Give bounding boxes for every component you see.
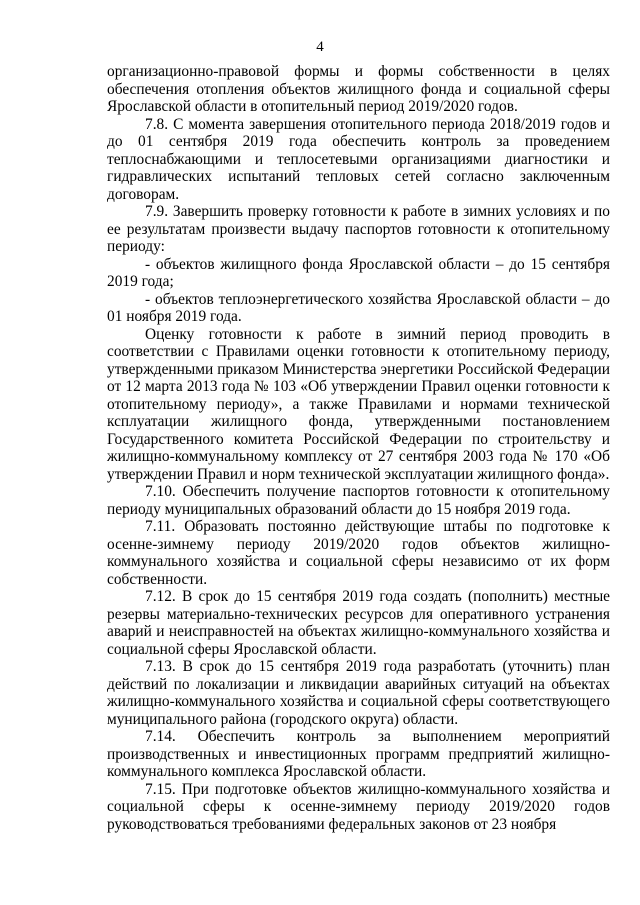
paragraph-7-8: 7.8. С момента завершения отопительного периода 2018/2019 годов и до 01 сентября 2019 года обеспечить контроль за проведением теплоснабжающими и теплосетевыми организациями диагностики и гидравлических испытаний тепловых сетей согласно заключенным договорам. [107, 115, 610, 203]
paragraph-7-15: 7.15. При подготовке объектов жилищно-коммунального хозяйства и социальной сферы к осенне-зимнему периоду 2019/2020 годов руководствоваться требованиями федеральных законов от 23 ноября [107, 780, 610, 833]
paragraph-7-13: 7.13. В срок до 15 сентября 2019 года разработать (уточнить) план действий по локализации и ликвидации аварийных ситуаций на объектах жилищно-коммунального хозяйства и социальной сферы соответствующего муниципального района (городского округа) области. [107, 658, 610, 728]
paragraph-7-14: 7.14. Обеспечить контроль за выполнением мероприятий производственных и инвестиционных программ предприятий жилищно-коммунального комплекса Ярославской области. [107, 728, 610, 780]
paragraph-readiness-assessment: Оценку готовности к работе в зимний период проводить в соответствии с Правилами оценки готовности к отопительному периоду, утвержденными приказом Министерства энергетики Российской Федерации от 12 марта 2013 года № 103 «Об утверждении Правил оценки готовности к отопительному периоду», а также Правилами и нормами технической ксплуатации жилищного фонда, утвержденными постановлением Государственного комитета Российской Федерации по строительству и жилищно-коммунальному комплексу от 27 сентября 2003 года № 170 «Об утверждении Правил и норм технической эксплуатации жилищного фонда». [107, 325, 610, 483]
list-item-housing-fund: - объектов жилищного фонда Ярославской области – до 15 сентября 2019 года; [107, 255, 610, 290]
document-body [107, 63, 610, 833]
list-item-heat-energy: - объектов теплоэнергетического хозяйства Ярославской области – до 01 ноября 2019 года. [107, 290, 610, 325]
paragraph-7-12: 7.12. В срок до 15 сентября 2019 года создать (пополнить) местные резервы материально-технических ресурсов для оперативного устранения аварий и неисправностей на объектах жилищно-коммунального хозяйства и социальной сферы Ярославской области. [107, 588, 610, 658]
page-number: 4 [316, 39, 324, 55]
paragraph-7-11: 7.11. Образовать постоянно действующие штабы по подготовке к осенне-зимнему периоду 2019/2020 годов объектов жилищно-коммунального хозяйства и социальной сферы независимо от их форм собственности. [107, 518, 610, 588]
paragraph-continuation: организационно-правовой формы и формы собственности в целях обеспечения отопления объектов жилищного фонда и социальной сферы Ярославской области в отопительный период 2019/2020 годов. [107, 63, 610, 115]
paragraph-7-9: 7.9. Завершить проверку готовности к работе в зимних условиях и по ее результатам произвести выдачу паспортов готовности к отопительному периоду: [107, 203, 610, 255]
paragraph-7-10: 7.10. Обеспечить получение паспортов готовности к отопительному периоду муниципальных образований области до 15 ноября 2019 года. [107, 483, 610, 518]
